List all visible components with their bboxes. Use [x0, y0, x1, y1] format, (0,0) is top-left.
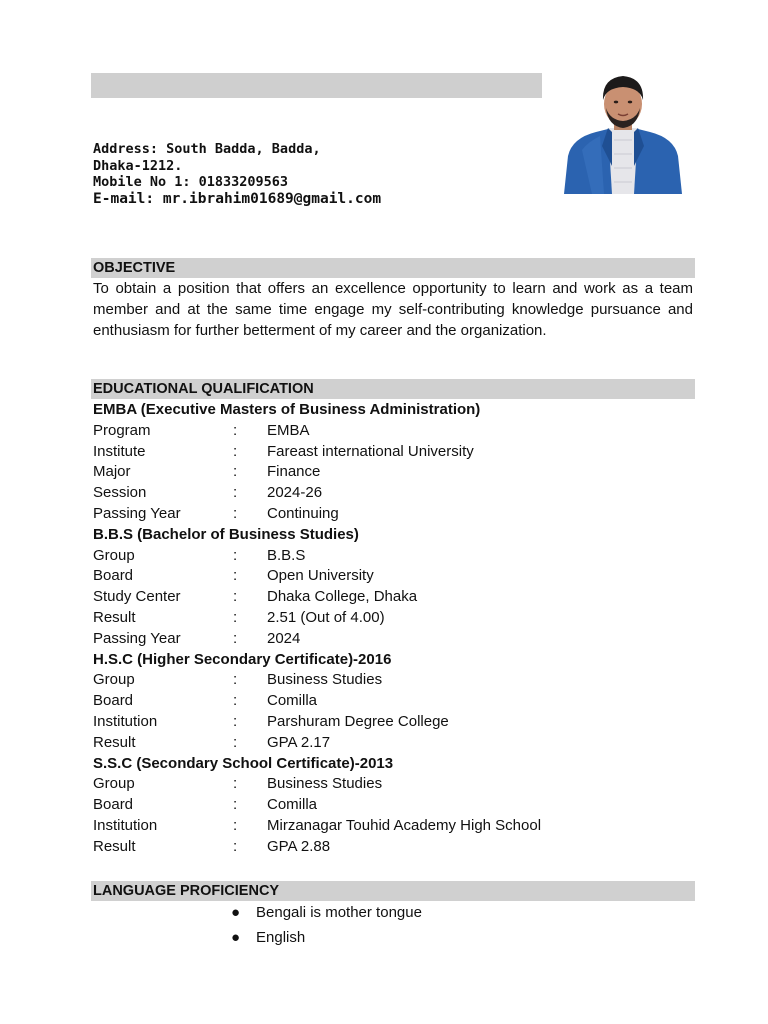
- detail-value: Comilla: [267, 796, 318, 814]
- objective-text: To obtain a position that offers an excellence opportunity to learn and work as a team member and at the same time engage my self-contributing knowledge pursuance and enthusiasm for further betterment of my career and the organization.: [93, 280, 693, 339]
- degree-detail-row: [93, 546, 693, 567]
- detail-label: Result: [93, 733, 136, 751]
- detail-separator: :: [233, 816, 238, 834]
- degree-detail-row: [93, 483, 693, 504]
- detail-value: GPA 2.17: [267, 733, 331, 751]
- degree-detail-row: [93, 421, 693, 442]
- degree-title: EMBA (Executive Masters of Business Administration): [93, 401, 481, 418]
- detail-label: Passing Year: [93, 504, 181, 522]
- detail-separator: :: [233, 588, 238, 606]
- detail-label: Passing Year: [93, 629, 181, 647]
- degree-detail-row: [93, 629, 693, 650]
- detail-separator: :: [233, 608, 238, 626]
- detail-separator: :: [233, 712, 238, 730]
- degree-detail-row: [93, 816, 693, 837]
- detail-separator: :: [233, 671, 238, 689]
- degree-detail-row: [93, 837, 693, 858]
- detail-separator: :: [233, 692, 238, 710]
- language-text: English: [256, 928, 306, 946]
- detail-separator: :: [233, 796, 238, 814]
- address-line-1: Address: South Badda, Badda,: [93, 141, 321, 157]
- detail-value: 2024: [267, 629, 301, 647]
- name-banner: [91, 73, 542, 98]
- detail-label: Board: [93, 567, 134, 585]
- detail-separator: :: [233, 837, 238, 855]
- degree-detail-row: [93, 566, 693, 587]
- detail-label: Board: [93, 796, 134, 814]
- degree-title: B.B.S (Bachelor of Business Studies): [93, 525, 359, 543]
- detail-value: Finance: [267, 463, 321, 481]
- detail-value: Fareast international University: [267, 442, 474, 460]
- detail-label: Institute: [93, 442, 146, 460]
- detail-label: Result: [93, 837, 136, 855]
- detail-label: Institution: [93, 712, 158, 730]
- detail-label: Session: [93, 484, 147, 502]
- education-heading: EDUCATIONAL QUALIFICATION: [91, 379, 695, 399]
- detail-separator: :: [233, 775, 238, 793]
- degree-detail-row: [93, 774, 693, 795]
- detail-label: Board: [93, 692, 134, 710]
- degree-detail-row: [93, 691, 693, 712]
- profile-photo: [552, 70, 694, 194]
- detail-value: Business Studies: [267, 775, 383, 793]
- detail-value: 2024-26: [267, 484, 323, 502]
- mobile-number: Mobile No 1: 01833209563: [93, 174, 289, 190]
- detail-separator: :: [233, 484, 238, 502]
- detail-separator: :: [233, 504, 238, 522]
- email-address: E-mail: mr.ibrahim01689@gmail.com: [93, 190, 382, 207]
- detail-value: Continuing: [267, 504, 339, 522]
- degree-title: S.S.C (Secondary School Certificate)-2013: [93, 754, 394, 772]
- detail-separator: :: [233, 421, 238, 439]
- detail-separator: :: [233, 442, 238, 460]
- contact-block: [93, 141, 381, 207]
- degree-detail-row: [93, 587, 693, 608]
- detail-value: Dhaka College, Dhaka: [267, 588, 418, 606]
- objective-heading: OBJECTIVE: [91, 258, 695, 278]
- detail-separator: :: [233, 567, 238, 585]
- detail-value: Business Studies: [267, 671, 383, 689]
- profile-photo-image: [552, 70, 694, 194]
- detail-label: Program: [93, 421, 151, 439]
- detail-label: Group: [93, 775, 135, 793]
- address-line-2: Dhaka-1212.: [93, 157, 183, 174]
- bullet-icon: ●: [231, 928, 241, 946]
- degree-detail-row: [93, 504, 693, 525]
- degree-title: H.S.C (Higher Secondary Certificate)-2016: [93, 650, 392, 668]
- detail-label: Result: [93, 608, 136, 626]
- detail-separator: :: [233, 629, 238, 647]
- detail-separator: :: [233, 463, 238, 481]
- language-item: [231, 927, 422, 952]
- detail-label: Study Center: [93, 588, 181, 606]
- detail-value: 2.51 (Out of 4.00): [267, 608, 385, 626]
- detail-value: B.B.S: [267, 546, 306, 564]
- detail-label: Group: [93, 546, 135, 564]
- degree-detail-row: [93, 795, 693, 816]
- detail-value: Mirzanagar Touhid Academy High School: [267, 816, 542, 834]
- detail-value: GPA 2.88: [267, 837, 331, 855]
- language-heading: LANGUAGE PROFICIENCY: [91, 881, 695, 901]
- degree-detail-row: [93, 462, 693, 483]
- degree-detail-row: [93, 608, 693, 629]
- bullet-icon: ●: [231, 904, 241, 921]
- detail-value: Open University: [267, 567, 374, 585]
- detail-value: Comilla: [267, 692, 318, 710]
- detail-separator: :: [233, 733, 238, 751]
- detail-value: Parshuram Degree College: [267, 712, 449, 730]
- detail-value: EMBA: [267, 421, 310, 439]
- detail-label: Institution: [93, 816, 158, 834]
- degree-detail-row: [93, 670, 693, 691]
- degree-detail-row: [93, 712, 693, 733]
- degree-detail-row: [93, 442, 693, 463]
- language-list: [231, 902, 422, 951]
- language-text: Bengali is mother tongue: [256, 904, 422, 921]
- detail-label: Major: [93, 463, 131, 481]
- detail-label: Group: [93, 671, 135, 689]
- education-list: [93, 400, 693, 858]
- degree-detail-row: [93, 733, 693, 754]
- language-item: [231, 902, 422, 927]
- detail-separator: :: [233, 546, 238, 564]
